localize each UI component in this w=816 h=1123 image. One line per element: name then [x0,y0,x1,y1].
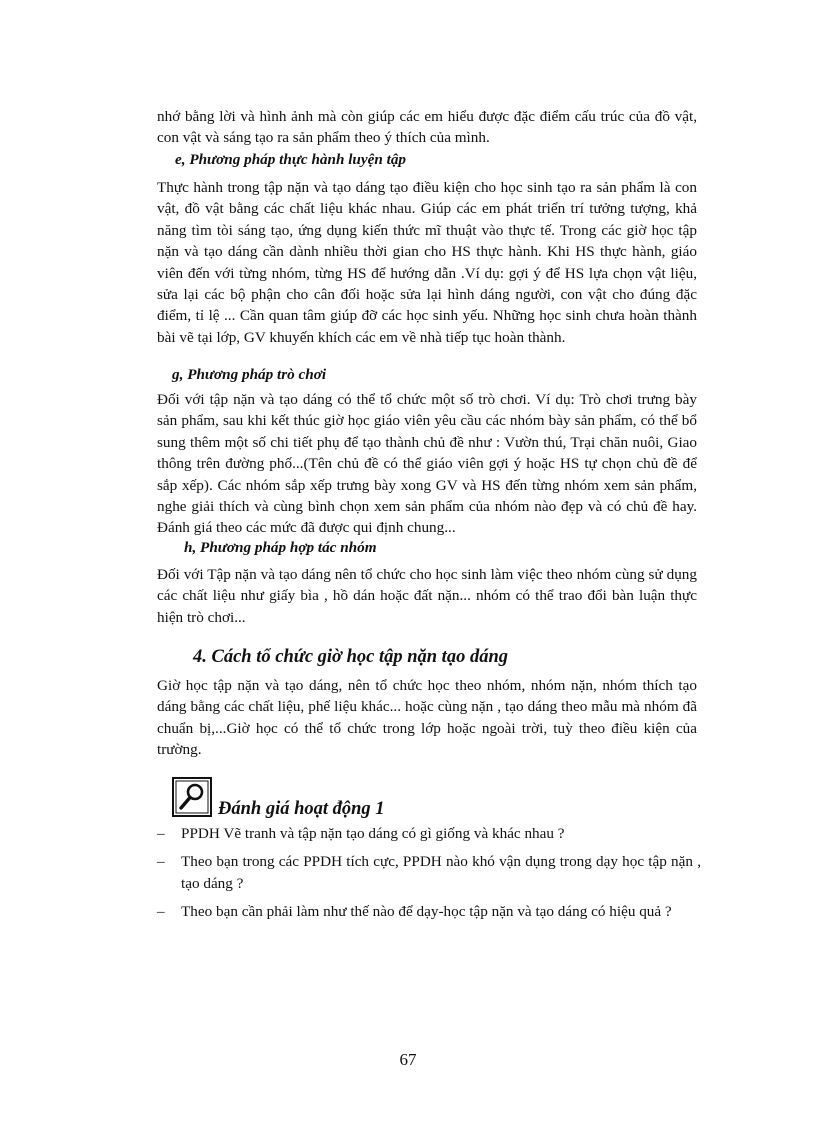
organize-class-paragraph [157,675,697,761]
practice-method-paragraph [157,177,697,348]
question-text: Theo bạn trong các PPDH tích cực, PPDH nào khó vận dụng trong dạy học tập nặn , tạo dáng ? [181,853,701,892]
magnifier-icon [172,777,212,817]
heading-game-method: g, Phương pháp trò chơi [172,366,327,383]
list-bullet: – [157,853,165,870]
intro-text: nhớ bằng lời và hình ảnh mà còn giúp các em hiểu được đặc điểm cấu trúc của đồ vật, con vật và sáng tạo ra sản phẩm theo ý thích của mình. [157,108,697,147]
evaluation-question-list [157,823,701,929]
list-bullet: – [157,903,165,920]
heading-practice-method: e, Phương pháp thực hành luyện tập [175,151,407,168]
game-method-text: Đối với tập nặn và tạo dáng có thể tổ chức một số trò chơi. Ví dụ: Trò chơi trưng bày sản phẩm, sau khi kết thúc giờ học giáo viên yêu cầu các nhóm bày sản phẩm, có thể bổ sung thêm một số chi tiết phụ để tạo thành chủ đề như : Vườn thú, Trại chăn nuôi, Giao thông trên đường phố...(Tên chủ đề có thể giáo viên gợi ý hoặc HS tự chọn chủ đề để sắp xếp). Các nhóm sắp xếp trưng bày xong GV và HS đến từng nhóm xem sản phẩm, nghe giải thích và cùng bình chọn xem sản phẩm của nhóm nào đẹp và có chủ đề hay. Đánh giá theo các mức đã được qui định chung... [157,391,697,537]
practice-method-text: Thực hành trong tập nặn và tạo dáng tạo điều kiện cho học sinh tạo ra sản phẩm là con vật, đồ vật bằng các chất liệu khác nhau. Giúp các em phát triển trí tưởng tượng, khả năng tìm tòi sáng tạo, ứng dụng kiến thức mĩ thuật vào thực tế. Trong các giờ học tập nặn và tạo dáng cần dành nhiều thời gian cho HS thực hành. Khi HS thực hành, giáo viên đến với từng nhóm, từng HS để hướng dẫn .Ví dụ: gợi ý để HS lựa chọn vật liệu, sửa lại các bộ phận cho cân đối hoặc sửa lại hình dáng người, con vật cho đúng đặc điểm, tỉ lệ ... Cần quan tâm giúp đỡ các học sinh yếu. Những học sinh chưa hoàn thành bài vẽ tại lớp, GV khuyến khích các em về nhà tiếp tục hoàn thành. [157,179,697,346]
group-method-text: Đối với Tập nặn và tạo dáng nên tổ chức cho học sinh làm việc theo nhóm cùng sử dụng các chất liệu như giấy bìa , hồ dán hoặc đất nặn... nhóm có thể trao đổi bàn luận thực hiện trò chơi... [157,566,697,626]
organize-class-text: Giờ học tập nặn và tạo dáng, nên tổ chức học theo nhóm, nhóm nặn, nhóm thích tạo dáng bằng các chất liệu, phế liệu khác... hoặc cùng nặn , tạo dáng theo mẫu mà nhóm đã chuẩn bị,...Giờ học có thể tổ chức trong lớp hoặc ngoài trời, tuỳ theo điều kiện của trường. [157,677,697,759]
list-bullet: – [157,825,165,842]
question-text: Theo bạn cần phải làm như thế nào để dạy-học tập nặn và tạo dáng có hiệu quả ? [181,903,672,920]
section-title-organize-class: 4. Cách tổ chức giờ học tập nặn tạo dáng [193,647,508,667]
group-method-paragraph [157,564,697,628]
game-method-paragraph [157,389,697,539]
page-number: 67 [399,1050,417,1069]
list-item [157,901,701,923]
question-text: PPDH Vẽ tranh và tập nặn tạo dáng có gì giống và khác nhau ? [181,825,565,842]
evaluation-title: Đánh giá hoạt động 1 [218,799,385,819]
heading-group-method: h, Phương pháp hợp tác nhóm [184,539,377,556]
intro-paragraph [157,106,697,149]
list-item [157,823,701,845]
list-item [157,851,701,895]
